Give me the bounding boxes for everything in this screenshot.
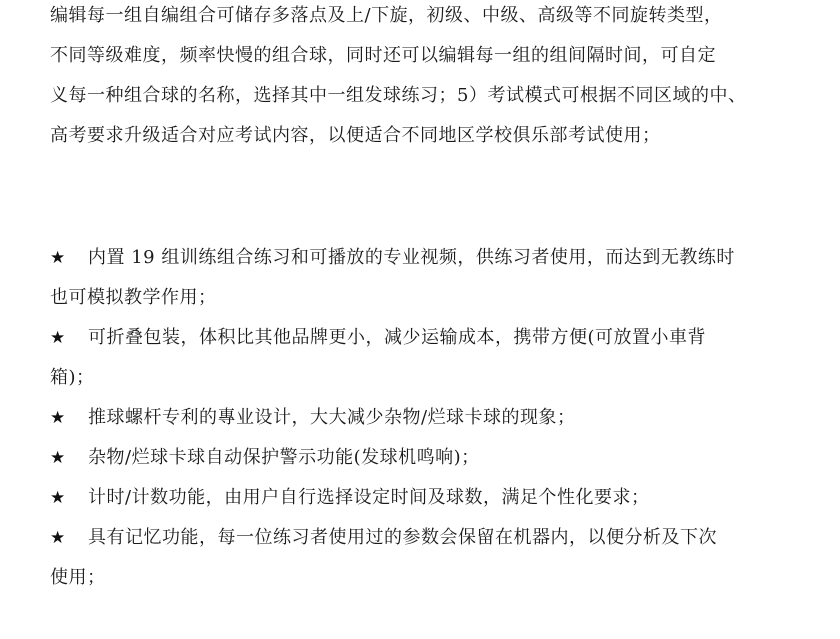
intro-paragraph [50,0,810,156]
intro-line: 义每一种组合球的名称，选择其中一组发球练习；5）考试模式可根据不同区域的中、 [50,85,747,106]
intro-line: 编辑每一组自编组合可储存多落点及上/下旋，初级、中级、高级等不同旋转类型， [50,5,723,26]
feature-item [50,238,810,318]
feature-item [50,478,810,518]
star-bullet-icon: ★ [50,248,66,268]
feature-text: 具有记忆功能，每一位练习者使用过的参数会保留在机器内，以便分析及下次 [88,527,717,548]
star-bullet-icon: ★ [50,408,66,428]
star-bullet-icon: ★ [50,448,66,468]
feature-text-continued: 使用； [50,567,106,588]
feature-text-continued: 也可模拟教学作用； [50,287,217,308]
feature-text: 可折叠包装，体积比其他品牌更小，减少运输成本，携带方便(可放置小車背 [88,327,707,348]
feature-item [50,318,810,398]
feature-text: 内置 19 组训练组合练习和可播放的专业视频，供练习者使用，而达到无教练时 [88,247,735,268]
star-bullet-icon: ★ [50,528,66,548]
feature-item [50,438,810,478]
feature-text: 计时/计数功能，由用户自行选择设定时间及球数，满足个性化要求； [88,487,650,508]
feature-item [50,518,810,598]
feature-text: 推球螺杆专利的專业设计，大大减少杂物/烂球卡球的现象； [88,407,576,428]
feature-list [50,238,810,598]
intro-line: 不同等级难度，频率快慢的组合球，同时还可以编辑每一组的组间隔时间，可自定 [50,45,716,66]
star-bullet-icon: ★ [50,488,66,508]
feature-item [50,398,810,438]
feature-text-continued: 箱)； [50,367,95,388]
intro-line: 高考要求升级适合对应考试内容，以便适合不同地区学校俱乐部考试使用； [50,125,661,146]
feature-text: 杂物/烂球卡球自动保护警示功能(发球机鸣响)； [88,447,480,468]
star-bullet-icon: ★ [50,328,66,348]
